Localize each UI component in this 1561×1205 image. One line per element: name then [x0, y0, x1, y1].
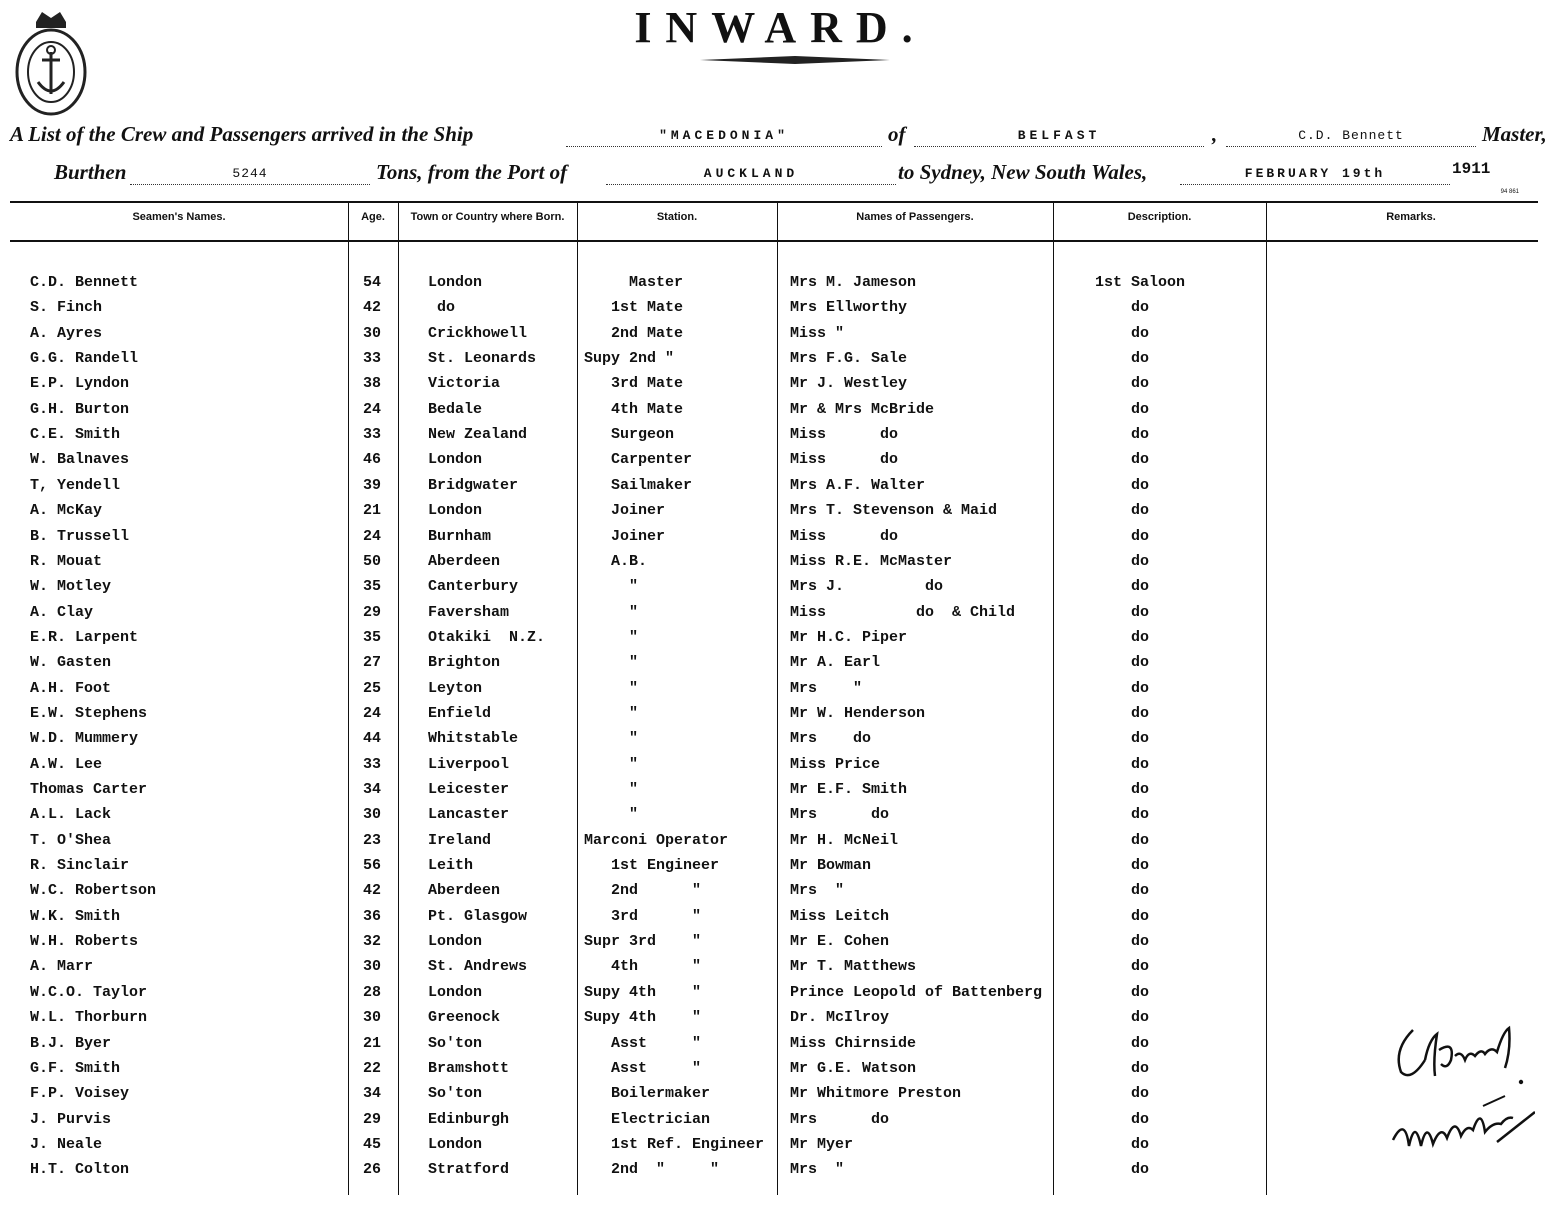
table-row: [0, 705, 1561, 730]
col-header-passengers: Names of Passengers.: [856, 211, 974, 223]
table-row: [0, 426, 1561, 451]
table-row: [0, 477, 1561, 502]
station: Carpenter: [584, 451, 693, 468]
seaman-name: G.F. Smith: [30, 1060, 121, 1077]
table-header-rule: [10, 240, 1538, 242]
passenger-name: Mr & Mrs McBride: [790, 401, 935, 418]
station: ": [584, 680, 639, 697]
seaman-name: W.C. Robertson: [30, 882, 157, 899]
passenger-description: do: [1130, 832, 1149, 849]
seaman-age: 44: [362, 730, 381, 747]
ship-name-field: "MACEDONIA": [566, 128, 882, 147]
col-header-station: Station.: [656, 211, 698, 223]
passenger-name: Miss do: [790, 426, 899, 443]
table-row: [0, 958, 1561, 983]
table-row: [0, 325, 1561, 350]
seaman-name: W.D. Mummery: [30, 730, 139, 747]
station: 2nd " ": [584, 1161, 720, 1178]
birthplace: Ireland: [428, 832, 492, 849]
seaman-age: 35: [362, 629, 381, 646]
seaman-age: 39: [362, 477, 381, 494]
passenger-description: do: [1130, 1161, 1149, 1178]
passenger-name: Miss do & Child: [790, 604, 1016, 621]
port-of-registry-field: BELFAST: [914, 128, 1204, 147]
seaman-name: S. Finch: [30, 299, 103, 316]
passenger-description: do: [1130, 502, 1149, 519]
station: Sailmaker: [584, 477, 693, 494]
passenger-name: Miss Price: [790, 756, 881, 773]
birthplace: Crickhowell: [428, 325, 528, 342]
station: 4th Mate: [584, 401, 684, 418]
birthplace: So'ton: [428, 1035, 483, 1052]
seaman-name: A.W. Lee: [30, 756, 103, 773]
title-ornament: [700, 56, 890, 64]
passenger-description: do: [1130, 933, 1149, 950]
passenger-description: do: [1130, 426, 1149, 443]
passenger-description: do: [1130, 984, 1149, 1001]
passenger-description: do: [1130, 654, 1149, 671]
birthplace: Pt. Glasgow: [428, 908, 528, 925]
passenger-name: Mr H.C. Piper: [790, 629, 908, 646]
passenger-name: Mr T. Matthews: [790, 958, 917, 975]
table-row: [0, 1111, 1561, 1136]
station: Supr 3rd ": [584, 933, 702, 950]
table-row: [0, 933, 1561, 958]
birthplace: Aberdeen: [428, 882, 501, 899]
passenger-name: Mrs A.F. Walter: [790, 477, 926, 494]
year-field: 1911: [1452, 160, 1491, 178]
passenger-description: do: [1130, 730, 1149, 747]
seaman-name: J. Neale: [30, 1136, 103, 1153]
master-name-field: C.D. Bennett: [1226, 128, 1476, 147]
birthplace: Faversham: [428, 604, 510, 621]
passenger-name: Mrs do: [790, 730, 872, 747]
station: 1st Mate: [584, 299, 684, 316]
station: ": [584, 756, 639, 773]
passenger-name: Mr Bowman: [790, 857, 872, 874]
station: 4th ": [584, 958, 702, 975]
seaman-age: 24: [362, 401, 381, 418]
passenger-name: Mrs Ellworthy: [790, 299, 908, 316]
passenger-description: do: [1130, 401, 1149, 418]
passenger-name: Miss do: [790, 451, 899, 468]
table-row: [0, 730, 1561, 755]
seaman-age: 24: [362, 705, 381, 722]
birthplace: London: [428, 502, 483, 519]
passenger-description: do: [1130, 806, 1149, 823]
birthplace: Victoria: [428, 375, 501, 392]
seaman-name: J. Purvis: [30, 1111, 112, 1128]
birthplace: Enfield: [428, 705, 492, 722]
col-header-remarks: Remarks.: [1386, 211, 1436, 223]
passenger-description: do: [1130, 1085, 1149, 1102]
station: Boilermaker: [584, 1085, 711, 1102]
station: Surgeon: [584, 426, 675, 443]
seaman-age: 34: [362, 781, 381, 798]
seaman-age: 29: [362, 1111, 381, 1128]
passenger-name: Mrs F.G. Sale: [790, 350, 908, 367]
station: Supy 2nd ": [584, 350, 675, 367]
birthplace: St. Andrews: [428, 958, 528, 975]
station: Marconi Operator: [584, 832, 729, 849]
table-row: [0, 350, 1561, 375]
seaman-age: 26: [362, 1161, 381, 1178]
passenger-name: Mr Whitmore Preston: [790, 1085, 962, 1102]
seaman-age: 24: [362, 528, 381, 545]
seaman-name: E.R. Larpent: [30, 629, 139, 646]
seaman-name: A. Clay: [30, 604, 94, 621]
station: ": [584, 781, 639, 798]
passenger-description: do: [1130, 1111, 1149, 1128]
seaman-age: 32: [362, 933, 381, 950]
seaman-age: 33: [362, 756, 381, 773]
passenger-description: do: [1130, 1009, 1149, 1026]
birthplace: Burnham: [428, 528, 492, 545]
table-row: [0, 1035, 1561, 1060]
seaman-name: F.P. Voisey: [30, 1085, 130, 1102]
seaman-name: W. Motley: [30, 578, 112, 595]
passenger-description: do: [1130, 528, 1149, 545]
birthplace: Otakiki N.Z.: [428, 629, 546, 646]
seaman-name: A.H. Foot: [30, 680, 112, 697]
birthplace: London: [428, 984, 483, 1001]
passenger-name: Mrs do: [790, 1111, 890, 1128]
seaman-name: T, Yendell: [30, 477, 121, 494]
station: ": [584, 654, 639, 671]
seaman-name: H.T. Colton: [30, 1161, 130, 1178]
passenger-description: do: [1130, 299, 1149, 316]
seaman-name: E.W. Stephens: [30, 705, 148, 722]
birthplace: Stratford: [428, 1161, 510, 1178]
passenger-description: do: [1130, 553, 1149, 570]
burthen-label: Burthen: [54, 160, 127, 184]
passenger-name: Dr. McIlroy: [790, 1009, 890, 1026]
birthplace: St. Leonards: [428, 350, 537, 367]
seaman-name: B.J. Byer: [30, 1035, 112, 1052]
seaman-name: G.H. Burton: [30, 401, 130, 418]
birthplace: do: [428, 299, 456, 316]
table-row: [0, 984, 1561, 1009]
birthplace: London: [428, 933, 483, 950]
table-row: [0, 375, 1561, 400]
seaman-age: 50: [362, 553, 381, 570]
seaman-age: 25: [362, 680, 381, 697]
station: ": [584, 806, 639, 823]
station: ": [584, 705, 639, 722]
birthplace: Bedale: [428, 401, 483, 418]
col-header-description: Description.: [1127, 211, 1192, 223]
seaman-name: A.L. Lack: [30, 806, 112, 823]
table-row: [0, 299, 1561, 324]
station: 1st Ref. Engineer: [584, 1136, 765, 1153]
passenger-name: Mr W. Henderson: [790, 705, 926, 722]
tons-label: Tons, from the Port of: [376, 160, 568, 184]
table-row: [0, 857, 1561, 882]
birthplace: Leicester: [428, 781, 510, 798]
table-row: [0, 1136, 1561, 1161]
seaman-age: 54: [362, 274, 381, 291]
station: ": [584, 629, 639, 646]
seaman-age: 21: [362, 1035, 381, 1052]
passenger-name: Mr H. McNeil: [790, 832, 899, 849]
seaman-age: 22: [362, 1060, 381, 1077]
station: Electrician: [584, 1111, 711, 1128]
seaman-age: 30: [362, 1009, 381, 1026]
station: A.B.: [584, 553, 648, 570]
tons-field: 5244: [130, 166, 370, 185]
passenger-description: do: [1130, 857, 1149, 874]
document-title: INWARD.: [634, 3, 927, 52]
col-header-seamen: Seamen's Names.: [132, 211, 226, 223]
station: Master: [584, 274, 684, 291]
station: 1st Engineer: [584, 857, 720, 874]
table-row: [0, 451, 1561, 476]
passenger-description: do: [1130, 604, 1149, 621]
destination-label: to Sydney, New South Wales,: [898, 160, 1148, 184]
header-intro-label: A List of the Crew and Passengers arrived in the Ship: [10, 122, 474, 146]
passenger-name: Mrs ": [790, 882, 845, 899]
seaman-name: W.L. Thorburn: [30, 1009, 148, 1026]
table-row: [0, 654, 1561, 679]
passenger-description: do: [1130, 477, 1149, 494]
station: ": [584, 604, 639, 621]
passenger-description: 1st Saloon: [1094, 274, 1185, 291]
seaman-age: 34: [362, 1085, 381, 1102]
table-row: [0, 1009, 1561, 1034]
table-row: [0, 882, 1561, 907]
seaman-age: 30: [362, 958, 381, 975]
seaman-age: 23: [362, 832, 381, 849]
seaman-age: 38: [362, 375, 381, 392]
table-row: [0, 832, 1561, 857]
seaman-age: 42: [362, 299, 381, 316]
passenger-name: Mrs J. do: [790, 578, 944, 595]
table-row: [0, 806, 1561, 831]
passenger-description: do: [1130, 375, 1149, 392]
table-row: [0, 553, 1561, 578]
master-label: Master,: [1482, 122, 1547, 146]
seaman-age: 42: [362, 882, 381, 899]
birthplace: Aberdeen: [428, 553, 501, 570]
station: Joiner: [584, 528, 666, 545]
passenger-description: do: [1130, 705, 1149, 722]
seaman-age: 30: [362, 325, 381, 342]
seaman-age: 28: [362, 984, 381, 1001]
seaman-age: 45: [362, 1136, 381, 1153]
passenger-name: Mrs do: [790, 806, 890, 823]
passenger-name: Mr J. Westley: [790, 375, 908, 392]
table-row: [0, 274, 1561, 299]
seaman-name: Thomas Carter: [30, 781, 148, 798]
seaman-name: W.C.O. Taylor: [30, 984, 148, 1001]
birthplace: So'ton: [428, 1085, 483, 1102]
header-line-1: A List of the Crew and Passengers arrived in the Ship "MACEDONIA" of BELFAST , C.D. Bennett Master,: [10, 122, 1547, 146]
table-top-rule: [10, 201, 1538, 203]
passenger-description: do: [1130, 882, 1149, 899]
seaman-name: C.E. Smith: [30, 426, 121, 443]
seaman-age: 21: [362, 502, 381, 519]
passenger-description: do: [1130, 350, 1149, 367]
passenger-name: Mrs T. Stevenson & Maid: [790, 502, 998, 519]
seaman-name: R. Mouat: [30, 553, 103, 570]
station: 2nd ": [584, 882, 702, 899]
table-row: [0, 756, 1561, 781]
birthplace: Bridgwater: [428, 477, 519, 494]
passenger-name: Miss ": [790, 325, 845, 342]
col-header-town: Town or Country where Born.: [410, 211, 565, 223]
birthplace: Edinburgh: [428, 1111, 510, 1128]
header-line-2: [0, 160, 1561, 186]
seaman-name: A. McKay: [30, 502, 103, 519]
station: ": [584, 730, 639, 747]
table-row: [0, 1060, 1561, 1085]
station: 3rd Mate: [584, 375, 684, 392]
seaman-name: B. Trussell: [30, 528, 130, 545]
passenger-name: Mr Myer: [790, 1136, 854, 1153]
station: Asst ": [584, 1060, 702, 1077]
passenger-description: do: [1130, 781, 1149, 798]
seaman-age: 56: [362, 857, 381, 874]
birthplace: Leith: [428, 857, 474, 874]
table-row: [0, 1085, 1561, 1110]
table-row: [0, 502, 1561, 527]
master-signature: [1385, 1020, 1535, 1180]
station: 2nd Mate: [584, 325, 684, 342]
passenger-description: do: [1130, 1060, 1149, 1077]
passenger-name: Mrs ": [790, 1161, 845, 1178]
passenger-name: Miss Chirnside: [790, 1035, 917, 1052]
passenger-name: Prince Leopold of Battenberg: [790, 984, 1043, 1001]
seaman-age: 30: [362, 806, 381, 823]
birthplace: Liverpool: [428, 756, 510, 773]
seaman-name: E.P. Lyndon: [30, 375, 130, 392]
passenger-description: do: [1130, 629, 1149, 646]
passenger-name: Mr A. Earl: [790, 654, 881, 671]
birthplace: Brighton: [428, 654, 501, 671]
passenger-description: do: [1130, 756, 1149, 773]
seaman-name: W. Balnaves: [30, 451, 130, 468]
birthplace: New Zealand: [428, 426, 528, 443]
passenger-description: do: [1130, 1035, 1149, 1052]
birthplace: Bramshott: [428, 1060, 510, 1077]
station: Asst ": [584, 1035, 702, 1052]
col-header-age: Age.: [361, 211, 385, 223]
passenger-description: do: [1130, 958, 1149, 975]
seaman-name: R. Sinclair: [30, 857, 130, 874]
seaman-name: A. Marr: [30, 958, 94, 975]
table-row: [0, 629, 1561, 654]
seaman-name: W.H. Roberts: [30, 933, 139, 950]
seaman-age: 36: [362, 908, 381, 925]
station: 3rd ": [584, 908, 702, 925]
birthplace: Leyton: [428, 680, 483, 697]
station: Supy 4th ": [584, 1009, 702, 1026]
date-field: FEBRUARY 19th: [1180, 166, 1450, 185]
passenger-description: do: [1130, 325, 1149, 342]
from-port-field: AUCKLAND: [606, 166, 896, 185]
passenger-description: do: [1130, 1136, 1149, 1153]
table-row: [0, 401, 1561, 426]
seaman-name: A. Ayres: [30, 325, 103, 342]
passenger-description: do: [1130, 680, 1149, 697]
seaman-age: 27: [362, 654, 381, 671]
seaman-name: T. O'Shea: [30, 832, 112, 849]
passenger-name: Mrs M. Jameson: [790, 274, 917, 291]
passenger-name: Mr E. Cohen: [790, 933, 890, 950]
seaman-name: G.G. Randell: [30, 350, 139, 367]
station: ": [584, 578, 639, 595]
seaman-age: 33: [362, 426, 381, 443]
birthplace: Greenock: [428, 1009, 501, 1026]
of-label: of: [888, 122, 906, 146]
passenger-name: Miss R.E. McMaster: [790, 553, 953, 570]
form-code: 94 861: [1500, 189, 1519, 195]
seaman-age: 29: [362, 604, 381, 621]
table-row: [0, 908, 1561, 933]
passenger-name: Miss Leitch: [790, 908, 890, 925]
seaman-age: 35: [362, 578, 381, 595]
station: Joiner: [584, 502, 666, 519]
passenger-name: Mr E.F. Smith: [790, 781, 908, 798]
birthplace: London: [428, 451, 483, 468]
station: Supy 4th ": [584, 984, 702, 1001]
passenger-name: Mr G.E. Watson: [790, 1060, 917, 1077]
seaman-age: 46: [362, 451, 381, 468]
birthplace: Lancaster: [428, 806, 510, 823]
seaman-name: C.D. Bennett: [30, 274, 139, 291]
passenger-name: Miss do: [790, 528, 899, 545]
seaman-name: W. Gasten: [30, 654, 112, 671]
passenger-description: do: [1130, 908, 1149, 925]
table-row: [0, 1161, 1561, 1186]
birthplace: Canterbury: [428, 578, 519, 595]
birthplace: Whitstable: [428, 730, 519, 747]
table-row: [0, 781, 1561, 806]
table-row: [0, 680, 1561, 705]
birthplace: London: [428, 274, 483, 291]
table-row: [0, 528, 1561, 553]
table-row: [0, 578, 1561, 603]
passenger-description: do: [1130, 578, 1149, 595]
passenger-description: do: [1130, 451, 1149, 468]
seaman-name: W.K. Smith: [30, 908, 121, 925]
seaman-age: 33: [362, 350, 381, 367]
passenger-name: Mrs ": [790, 680, 863, 697]
birthplace: London: [428, 1136, 483, 1153]
table-row: [0, 604, 1561, 629]
